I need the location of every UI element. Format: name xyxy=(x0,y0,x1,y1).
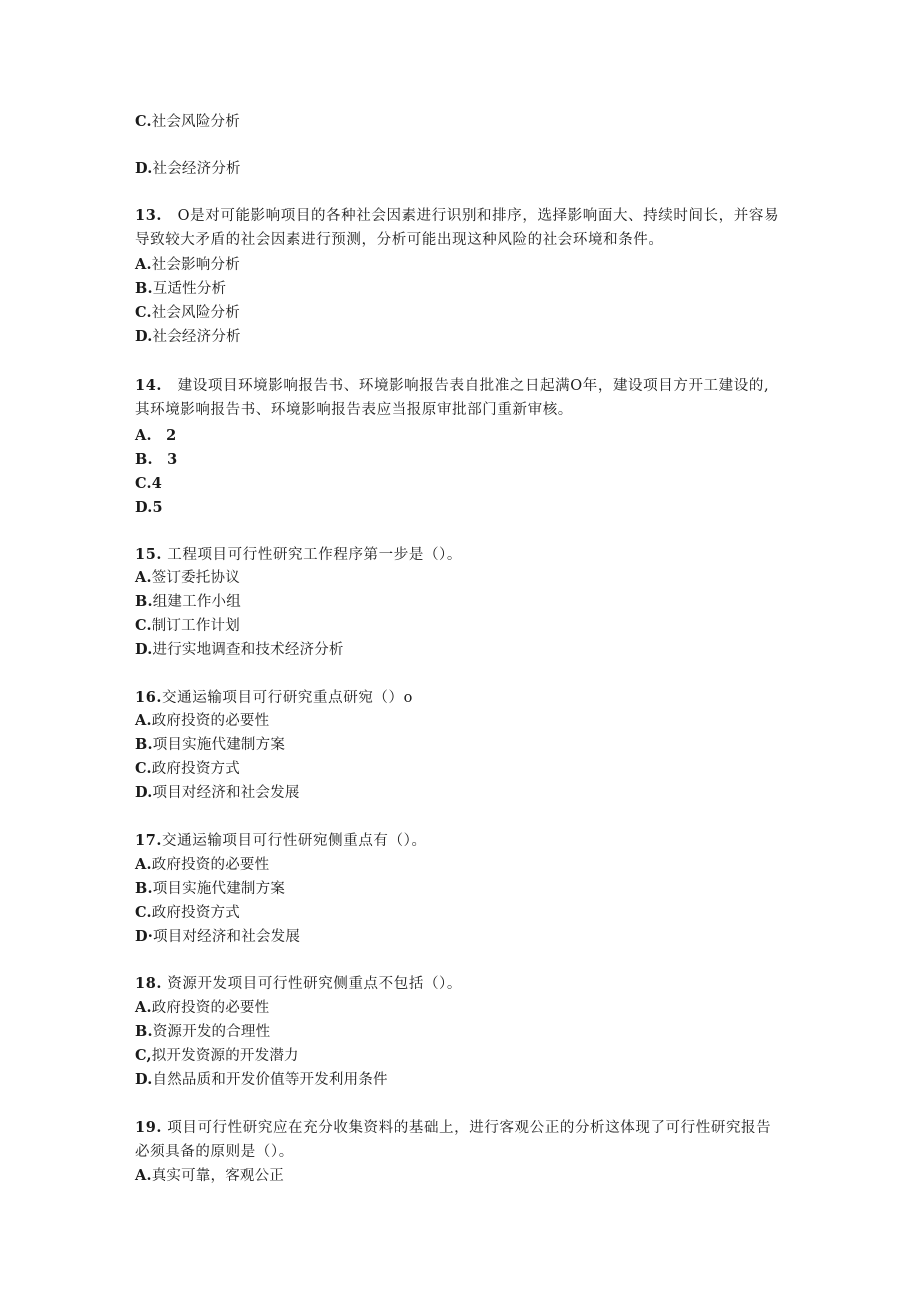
question-14-option-b: B. 3 xyxy=(135,451,178,468)
question-18-option-d: D.自然品质和开发价值等开发利用条件 xyxy=(135,1071,388,1088)
question-15-option-b: B.组建工作小组 xyxy=(135,593,241,610)
question-19-option-a: A.真实可靠，客观公正 xyxy=(135,1167,285,1184)
question-19: 19. 项目可行性研究应在充分收集资料的基础上，进行客观公正的分析这体现了可行性研究报告 xyxy=(135,1119,772,1136)
option-d: D.社会经济分析 xyxy=(135,160,241,177)
question-18-option-c: C,拟开发资源的开发潜力 xyxy=(135,1047,299,1064)
question-17-option-a: A.政府投资的必要性 xyxy=(135,856,270,873)
question-14-option-a: A. 2 xyxy=(135,427,177,444)
question-14: 14. 建设项目环境影响报告书、环境影响报告表自批准之日起满O年，建设项目方开工建设的, xyxy=(135,377,770,394)
question-16-option-b: B.项目实施代建制方案 xyxy=(135,736,286,753)
question-19-line-2: 必须具备的原则是（）。 xyxy=(135,1144,294,1160)
question-13-option-b: B.互适性分析 xyxy=(135,280,227,297)
question-15-option-d: D.进行实地调查和技术经济分析 xyxy=(135,641,344,658)
question-13-option-c: C.社会风险分析 xyxy=(135,304,240,321)
question-13-option-a: A.社会影响分析 xyxy=(135,256,240,273)
question-14-option-c: C.4 xyxy=(135,475,163,492)
question-17-option-d: D·项目对经济和社会发展 xyxy=(135,928,301,945)
question-16-option-c: C.政府投资方式 xyxy=(135,760,240,777)
question-14-option-d: D.5 xyxy=(135,499,163,516)
question-15-option-c: C.制订工作计划 xyxy=(135,617,240,634)
question-18-option-b: B.资源开发的合理性 xyxy=(135,1023,271,1040)
question-15: 15. 工程项目可行性研究工作程序第一步是（）。 xyxy=(135,546,462,563)
question-16-option-a: A.政府投资的必要性 xyxy=(135,712,270,729)
question-14-line-2: 其环境影响报告书、环境影响报告表应当报原审批部门重新审核。 xyxy=(135,402,573,418)
question-18: 18. 资源开发项目可行性研究侧重点不包括（）。 xyxy=(135,975,462,992)
question-17: 17.交通运输项目可行性研宛侧重点有（）。 xyxy=(135,832,427,849)
question-13-line-2: 导致较大矛盾的社会因素进行预测，分析可能出现这种风险的社会环境和条件。 xyxy=(135,232,664,248)
option-c: C.社会风险分析 xyxy=(135,113,240,130)
question-17-option-c: C.政府投资方式 xyxy=(135,904,240,921)
question-13: 13. O是对可能影响项目的各种社会因素进行识别和排序，选择影响面大、持续时间长，并容易 xyxy=(135,207,780,224)
question-16-option-d: D.项目对经济和社会发展 xyxy=(135,784,300,801)
question-16: 16.交通运输项目可行研究重点研宛（）o xyxy=(135,689,413,706)
question-15-option-a: A.签订委托协议 xyxy=(135,569,240,586)
question-13-option-d: D.社会经济分析 xyxy=(135,328,241,345)
question-18-option-a: A.政府投资的必要性 xyxy=(135,999,270,1016)
question-17-option-b: B.项目实施代建制方案 xyxy=(135,880,286,897)
